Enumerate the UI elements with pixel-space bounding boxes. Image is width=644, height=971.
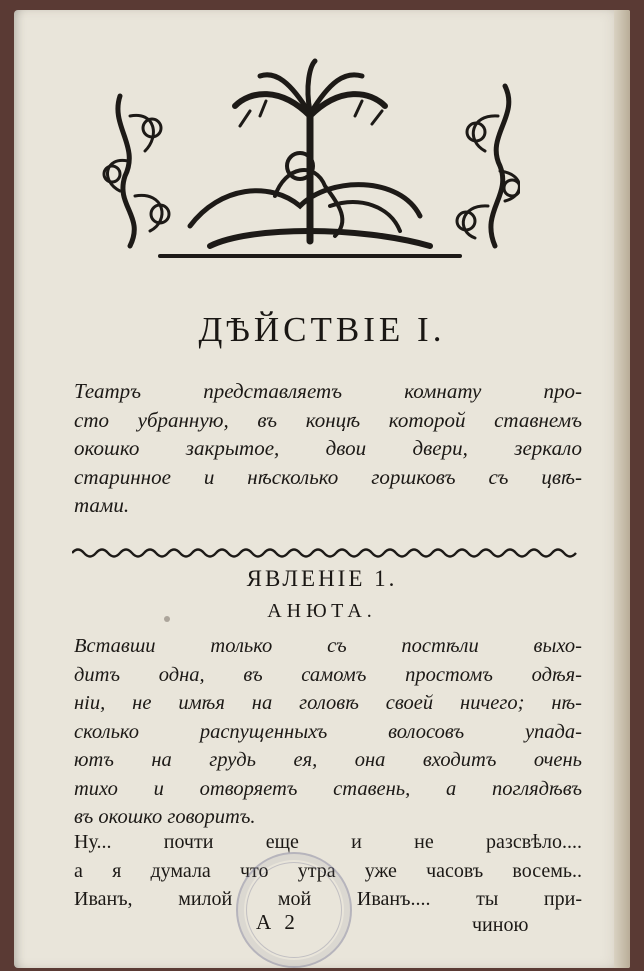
scene-direction-line: въ окошко говоритъ. (74, 806, 256, 828)
stage-direction-line: Театръ представляетъ комнату про- (74, 379, 582, 403)
act-title: ДѢЙСТВІЕ I. (198, 310, 446, 349)
scene-direction-line: тихо и отворяетъ ставень, а поглядѣвъ (74, 777, 582, 800)
stage-direction-line: старинное и нѣсколько горшковъ съ цвѣ- (74, 464, 582, 489)
page-edge (614, 10, 630, 968)
character-name: АНЮТА. (267, 600, 377, 622)
ornamental-rule (72, 546, 582, 560)
scene-direction-line: ютъ на грудь ея, она входитъ очень (74, 749, 582, 771)
speech-line: Иванъ, милой мой Иванъ.... ты при- (74, 888, 582, 910)
stage-direction (74, 377, 582, 520)
scene-direction-line: дитъ одна, въ самомъ простомъ одѣя- (74, 663, 582, 686)
scene-direction-line: ніи, не имѣя на головѣ своей ничего; нѣ- (74, 692, 582, 714)
catchword: чиною (472, 914, 529, 936)
scene-direction-line: сколько распущенныхъ волосовъ упада- (74, 720, 582, 743)
ink-speck (164, 616, 170, 622)
speech-line: Ну... почти еще и не разсвѣло.... (74, 831, 582, 853)
scene-direction-line: Вставши только съ постѣли выхо- (74, 635, 582, 657)
scene-direction (74, 632, 582, 832)
signature-mark: А 2 (256, 910, 299, 934)
speech-line: а я думала что утра уже часовъ восемь.. (74, 859, 582, 882)
stage-direction-line: тами. (74, 493, 130, 517)
scene-title: ЯВЛЕНІЕ 1. (246, 566, 398, 591)
stage-direction-line: окошко закрытое, двои двери, зеркало (74, 436, 582, 460)
stage-direction-line: сто убранную, въ концѣ которой ставнемъ (74, 407, 582, 432)
woodcut-vignette (100, 56, 520, 262)
book-page (14, 10, 630, 968)
